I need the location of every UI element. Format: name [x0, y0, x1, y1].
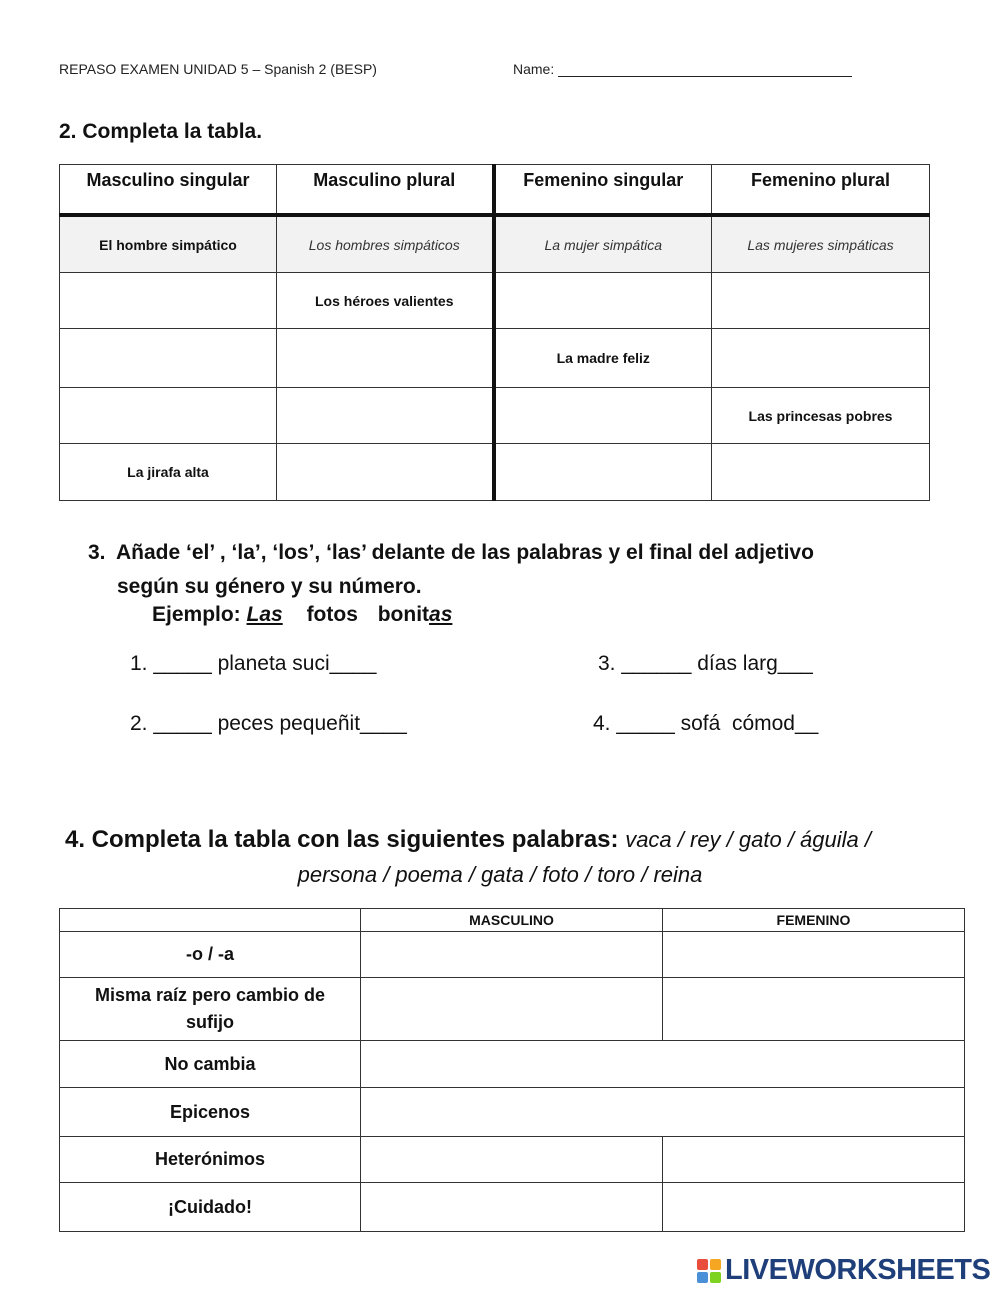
row-label: -o / -a	[60, 932, 361, 978]
answer-cell[interactable]	[494, 444, 712, 501]
answer-cell[interactable]	[712, 273, 930, 329]
exercise-item-3[interactable]: 3. ______ días larg___	[598, 652, 813, 675]
answer-cell[interactable]	[277, 388, 494, 444]
word-bank-line1: vaca / rey / gato / águila /	[625, 827, 871, 852]
adjective-agreement-table	[59, 164, 930, 501]
table-cell: Los hombres simpáticos	[277, 215, 494, 273]
answer-cell[interactable]	[361, 1183, 663, 1232]
logo-square	[697, 1259, 708, 1270]
logo-square	[710, 1272, 721, 1283]
answer-cell[interactable]	[361, 1088, 965, 1137]
instruction-line2: según su género y su número.	[117, 575, 422, 598]
row-label: ¡Cuidado!	[60, 1183, 361, 1232]
table-header-row	[60, 909, 965, 932]
section3-number: 3.	[88, 541, 106, 564]
table-row	[60, 273, 930, 329]
table-cell: Los héroes valientes	[277, 273, 494, 329]
table-row	[60, 1137, 965, 1183]
answer-cell[interactable]	[277, 444, 494, 501]
answer-cell[interactable]	[494, 388, 712, 444]
answer-cell[interactable]	[361, 1041, 965, 1088]
word-bank-line2: persona / poema / gata / foto / toro / reina	[297, 862, 703, 887]
answer-cell[interactable]	[361, 978, 663, 1041]
table-row	[60, 1088, 965, 1137]
corner-cell	[60, 909, 361, 932]
example-noun: fotos	[306, 603, 358, 626]
answer-cell[interactable]	[663, 1137, 965, 1183]
example-article: Las	[246, 603, 283, 626]
example-adj-stem: bonit	[377, 603, 430, 626]
answer-cell[interactable]	[361, 932, 663, 978]
table-row-example	[60, 215, 930, 273]
answer-cell[interactable]	[361, 1137, 663, 1183]
answer-cell[interactable]	[60, 329, 277, 388]
logo-square	[710, 1259, 721, 1270]
table-cell: El hombre simpático	[60, 215, 277, 273]
gender-classification-table	[59, 908, 965, 1232]
table-cell: Las princesas pobres	[712, 388, 930, 444]
section4-title-text: 4. Completa la tabla con las siguientes palabras:	[65, 826, 619, 853]
answer-cell[interactable]	[712, 329, 930, 388]
col-fem-sing: Femenino singular	[494, 165, 712, 216]
row-label: No cambia	[60, 1041, 361, 1088]
exercise-item-2[interactable]: 2. _____ peces pequeñit____	[130, 712, 407, 735]
answer-cell[interactable]	[663, 1183, 965, 1232]
answer-cell[interactable]	[60, 273, 277, 329]
table-cell: Las mujeres simpáticas	[712, 215, 930, 273]
col-masc-plural: Masculino plural	[277, 165, 494, 216]
liveworksheets-logo	[697, 1254, 990, 1287]
answer-cell[interactable]	[277, 329, 494, 388]
row-label: Heterónimos	[60, 1137, 361, 1183]
section4-title	[65, 826, 871, 854]
table-row	[60, 932, 965, 978]
logo-square	[697, 1272, 708, 1283]
worksheet-header: REPASO EXAMEN UNIDAD 5 – Spanish 2 (BESP)	[59, 61, 377, 77]
table-cell: La madre feliz	[494, 329, 712, 388]
table-cell: La mujer simpática	[494, 215, 712, 273]
logo-text: LIVEWORKSHEETS	[725, 1254, 991, 1286]
exercise-item-4[interactable]: 4. _____ sofá cómod__	[593, 712, 819, 735]
col-masc-sing: Masculino singular	[60, 165, 277, 216]
row-label: Epicenos	[60, 1088, 361, 1137]
col-fem-plural: Femenino plural	[712, 165, 930, 216]
example-adj-ending: as	[429, 603, 453, 626]
table-row	[60, 444, 930, 501]
answer-cell[interactable]	[60, 388, 277, 444]
answer-cell[interactable]	[663, 978, 965, 1041]
answer-cell[interactable]	[663, 932, 965, 978]
table-header-row	[60, 165, 930, 216]
table-row	[60, 388, 930, 444]
col-femenino: FEMENINO	[663, 909, 965, 932]
instruction-line1: Añade ‘el’ , ‘la’, ‘los’, ‘las’ delante de las palabras y el final del adjetivo	[116, 541, 814, 564]
col-masculino: MASCULINO	[361, 909, 663, 932]
answer-cell[interactable]	[494, 273, 712, 329]
exercise-item-1[interactable]: 1. _____ planeta suci____	[130, 652, 377, 675]
row-label: Misma raíz pero cambio de sufijo	[60, 978, 361, 1041]
example-line	[152, 603, 452, 627]
table-row	[60, 329, 930, 388]
table-row	[60, 978, 965, 1041]
section2-title: 2. Completa la tabla.	[59, 120, 263, 143]
table-row	[60, 1041, 965, 1088]
section3-instructions	[88, 536, 908, 604]
answer-cell[interactable]	[712, 444, 930, 501]
table-row	[60, 1183, 965, 1232]
table-cell: La jirafa alta	[60, 444, 277, 501]
name-label: Name:	[513, 61, 555, 77]
name-blank[interactable]	[558, 62, 852, 77]
name-field	[513, 61, 852, 77]
example-label: Ejemplo:	[152, 603, 241, 626]
logo-icon	[697, 1259, 721, 1283]
